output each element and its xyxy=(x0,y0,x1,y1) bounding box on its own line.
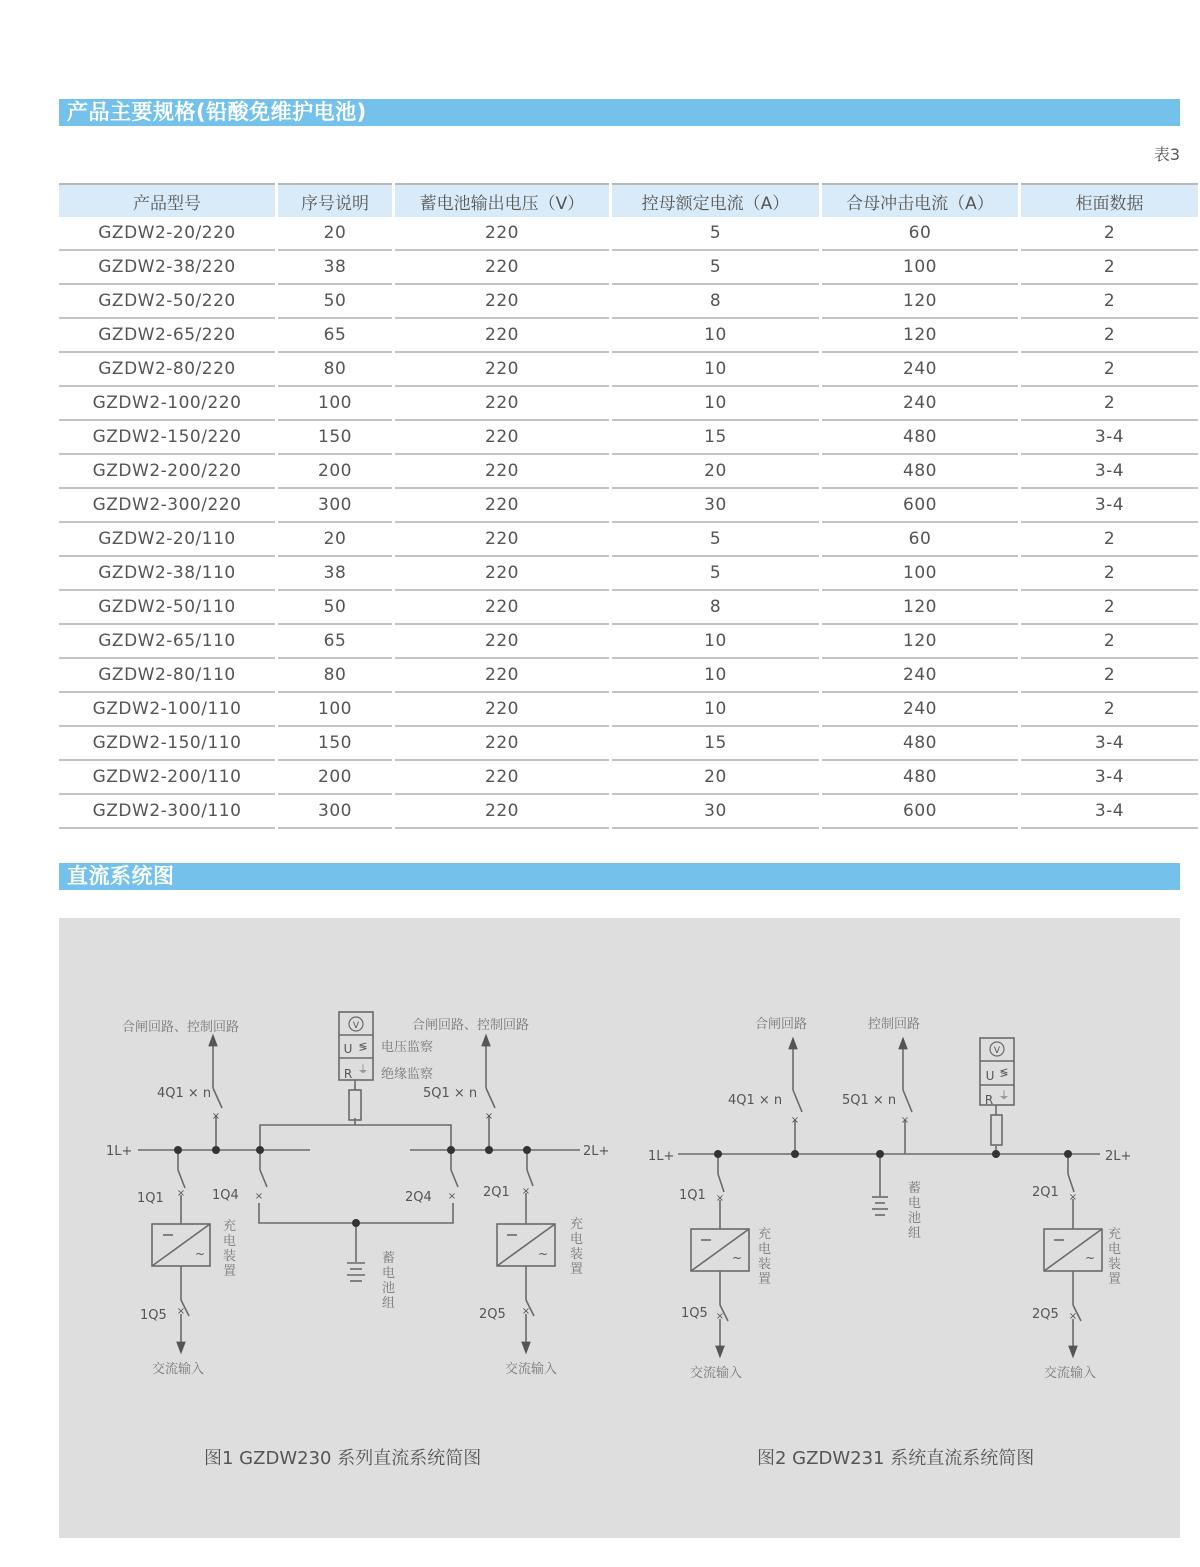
breaker-mark: × xyxy=(715,1193,725,1204)
breaker-mark: × xyxy=(900,1115,910,1126)
breaker-mark: × xyxy=(176,1306,186,1317)
compare-icon: ≶ xyxy=(999,1066,1009,1079)
table-cell: 2 xyxy=(1021,625,1198,659)
battery-label: 蓄电池组 xyxy=(382,1251,396,1311)
table-cell: 100 xyxy=(278,387,392,421)
ac-input-right-label: 交流输入 xyxy=(505,1362,558,1377)
table-cell: 10 xyxy=(612,625,819,659)
switch-5q1 xyxy=(486,1088,495,1108)
table-cell: 220 xyxy=(395,761,609,795)
charger-left xyxy=(691,1229,749,1271)
table-cell: 220 xyxy=(395,387,609,421)
monitor-feed xyxy=(260,1125,451,1150)
switch-1q1 xyxy=(718,1174,724,1192)
table-cell: 3-4 xyxy=(1021,489,1198,523)
charger-right-label: 充电装置 xyxy=(570,1217,584,1277)
ground-sign-icon: ⏚ xyxy=(998,1089,1010,1102)
sw-2q5-label: 2Q5 xyxy=(479,1307,506,1322)
breaker-mark: × xyxy=(447,1191,457,1202)
table-number-label: 表3 xyxy=(1153,145,1180,164)
table-cell: 3-4 xyxy=(1021,727,1198,761)
table-cell: 65 xyxy=(278,319,392,353)
table-cell: 50 xyxy=(278,285,392,319)
switch-4q1-label: 4Q1 × n xyxy=(728,1093,783,1108)
table-cell: 220 xyxy=(395,523,609,557)
sw-2q1-label: 2Q1 xyxy=(483,1185,510,1200)
table-cell: GZDW2-65/220 xyxy=(59,319,275,353)
table-cell: 240 xyxy=(822,659,1018,693)
breaker-mark: × xyxy=(521,1186,531,1197)
sw-1q5-label: 1Q5 xyxy=(681,1306,708,1321)
table-cell: 20 xyxy=(278,523,392,557)
switch-5q1 xyxy=(903,1090,912,1112)
table-cell: GZDW2-50/110 xyxy=(59,591,275,625)
table-cell: 220 xyxy=(395,591,609,625)
table-cell: 220 xyxy=(395,353,609,387)
sw-2q4-label: 2Q4 xyxy=(405,1190,432,1205)
table-cell: 10 xyxy=(612,387,819,421)
table-cell: 480 xyxy=(822,727,1018,761)
table-cell: GZDW2-300/110 xyxy=(59,795,275,829)
table-cell: 150 xyxy=(278,421,392,455)
table-cell: GZDW2-80/220 xyxy=(59,353,275,387)
bus-1l-label: 1L+ xyxy=(106,1144,133,1159)
charger-left-label: 充电装置 xyxy=(223,1219,237,1279)
table-cell: 220 xyxy=(395,693,609,727)
table-cell: GZDW2-100/220 xyxy=(59,387,275,421)
table-cell: 200 xyxy=(278,455,392,489)
table-cell: 60 xyxy=(822,217,1018,251)
battery-icon xyxy=(347,1263,365,1281)
section-title: 产品主要规格(铅酸免维护电池) xyxy=(67,100,367,124)
breaker-mark: × xyxy=(715,1311,725,1322)
switch-4q1 xyxy=(793,1090,802,1112)
table-cell: 5 xyxy=(612,557,819,591)
table-cell: 100 xyxy=(822,251,1018,285)
load-right-label: 合闸回路、控制回路 xyxy=(412,1018,530,1033)
breaker-mark: × xyxy=(790,1115,800,1126)
load-control-label: 控制回路 xyxy=(868,1017,921,1032)
table-cell: 15 xyxy=(612,421,819,455)
table-cell: 100 xyxy=(822,557,1018,591)
switch-4q1 xyxy=(213,1088,222,1108)
figure-2-caption: 图2 GZDW231 系统直流系统简图 xyxy=(757,1448,1035,1469)
table-cell: 120 xyxy=(822,591,1018,625)
table-cell: 2 xyxy=(1021,387,1198,421)
svg-text:~: ~ xyxy=(195,1247,206,1261)
table-cell: GZDW2-100/110 xyxy=(59,693,275,727)
figure-1-caption: 图1 GZDW230 系列直流系统简图 xyxy=(204,1448,482,1469)
bus-2l-label: 2L+ xyxy=(1105,1149,1132,1164)
table-cell: GZDW2-300/220 xyxy=(59,489,275,523)
table-cell: 220 xyxy=(395,251,609,285)
table-cell: 120 xyxy=(822,285,1018,319)
table-cell: 3-4 xyxy=(1021,421,1198,455)
table-cell: 240 xyxy=(822,693,1018,727)
table-cell: 100 xyxy=(278,693,392,727)
table-cell: 150 xyxy=(278,727,392,761)
svg-text:~: ~ xyxy=(1085,1251,1096,1265)
table-cell: 3-4 xyxy=(1021,761,1198,795)
table-cell: GZDW2-20/220 xyxy=(59,217,275,251)
switch-4q1-label: 4Q1 × n xyxy=(157,1086,212,1101)
table-cell: 480 xyxy=(822,761,1018,795)
table-cell: 10 xyxy=(612,319,819,353)
sw-1q1-label: 1Q1 xyxy=(679,1188,706,1203)
charger-left-label: 充电装置 xyxy=(758,1227,772,1287)
table-cell: 80 xyxy=(278,659,392,693)
table-cell: 220 xyxy=(395,421,609,455)
bus-2l-label: 2L+ xyxy=(583,1144,610,1159)
table-cell: 5 xyxy=(612,251,819,285)
sw-2q1-label: 2Q1 xyxy=(1032,1185,1059,1200)
column-header: 蓄电池输出电压（V） xyxy=(395,183,609,217)
junction-dots xyxy=(174,1146,531,1227)
table-cell: 20 xyxy=(612,455,819,489)
table-cell: 240 xyxy=(822,353,1018,387)
table-cell: 50 xyxy=(278,591,392,625)
breaker-mark: × xyxy=(176,1188,186,1199)
table-cell: 200 xyxy=(278,761,392,795)
table-cell: 480 xyxy=(822,455,1018,489)
table-cell: 220 xyxy=(395,455,609,489)
load-close-label: 合闸回路 xyxy=(755,1017,808,1032)
table-cell: 3-4 xyxy=(1021,455,1198,489)
monitor-u-label: U xyxy=(343,1042,353,1056)
table-cell: 220 xyxy=(395,285,609,319)
table-cell: GZDW2-80/110 xyxy=(59,659,275,693)
table-cell: 2 xyxy=(1021,353,1198,387)
table-cell: 10 xyxy=(612,353,819,387)
ac-input-right-label: 交流输入 xyxy=(1044,1366,1097,1381)
column-header: 柜面数据 xyxy=(1021,183,1198,217)
svg-text:~: ~ xyxy=(732,1251,743,1265)
table-cell: 38 xyxy=(278,557,392,591)
switch-2q1 xyxy=(527,1170,533,1186)
fuse xyxy=(349,1090,361,1120)
voltage-monitor-label: 电压监察 xyxy=(381,1040,434,1055)
breaker-mark: × xyxy=(211,1111,221,1122)
table-cell: 220 xyxy=(395,659,609,693)
charger-right-label: 充电装置 xyxy=(1108,1227,1122,1287)
switch-2q4 xyxy=(451,1170,458,1187)
sw-1q5-label: 1Q5 xyxy=(140,1308,167,1323)
switch-1q1 xyxy=(178,1170,185,1188)
table-cell: 80 xyxy=(278,353,392,387)
table-cell: 5 xyxy=(612,523,819,557)
bus-1l-label: 1L+ xyxy=(648,1149,675,1164)
column-header: 合母冲击电流（A） xyxy=(822,183,1018,217)
switch-2q1 xyxy=(1068,1174,1074,1192)
table-cell: 300 xyxy=(278,795,392,829)
table-cell: 8 xyxy=(612,285,819,319)
table-cell: 120 xyxy=(822,319,1018,353)
table-cell: 60 xyxy=(822,523,1018,557)
diagram-1 xyxy=(106,1012,609,1377)
table-cell: 2 xyxy=(1021,285,1198,319)
battery-icon xyxy=(872,1197,888,1215)
sw-2q5-label: 2Q5 xyxy=(1032,1307,1059,1322)
monitor-r-label: R xyxy=(343,1067,353,1081)
table-cell: 2 xyxy=(1021,319,1198,353)
insulation-monitor-label: 绝缘监察 xyxy=(381,1067,434,1082)
table-cell: 220 xyxy=(395,217,609,251)
sw-1q1-label: 1Q1 xyxy=(137,1191,164,1206)
switch-5q1-label: 5Q1 × n xyxy=(842,1093,897,1108)
table-cell: 3-4 xyxy=(1021,795,1198,829)
table-cell: GZDW2-150/220 xyxy=(59,421,275,455)
ground-sign-icon: ⏚ xyxy=(357,1063,369,1076)
table-cell: 65 xyxy=(278,625,392,659)
fuse xyxy=(991,1115,1002,1145)
table-cell: 38 xyxy=(278,251,392,285)
breaker-mark: × xyxy=(521,1306,531,1317)
table-cell: GZDW2-50/220 xyxy=(59,285,275,319)
svg-text:~: ~ xyxy=(538,1247,549,1261)
ac-input-left-label: 交流输入 xyxy=(152,1362,205,1377)
table-cell: 15 xyxy=(612,727,819,761)
table-cell: 10 xyxy=(612,659,819,693)
table-cell: 5 xyxy=(612,217,819,251)
battery-label: 蓄电池组 xyxy=(908,1181,922,1241)
monitor-v-label: V xyxy=(352,1021,360,1031)
table-cell: 600 xyxy=(822,489,1018,523)
table-cell: 2 xyxy=(1021,217,1198,251)
table-cell: 2 xyxy=(1021,251,1198,285)
table-cell: GZDW2-150/110 xyxy=(59,727,275,761)
switch-1q4 xyxy=(260,1170,267,1187)
table-cell: 2 xyxy=(1021,591,1198,625)
table-cell: GZDW2-200/110 xyxy=(59,761,275,795)
table-cell: 220 xyxy=(395,319,609,353)
table-cell: 2 xyxy=(1021,659,1198,693)
monitor-u-label: U xyxy=(985,1069,995,1083)
table-cell: 240 xyxy=(822,387,1018,421)
table-cell: 10 xyxy=(612,693,819,727)
compare-icon: ≶ xyxy=(358,1040,368,1053)
column-header: 控母额定电流（A） xyxy=(612,183,819,217)
table-cell: 20 xyxy=(278,217,392,251)
table-cell: GZDW2-200/220 xyxy=(59,455,275,489)
table-cell: 600 xyxy=(822,795,1018,829)
breaker-mark: × xyxy=(1068,1192,1078,1203)
monitor-r-label: R xyxy=(984,1093,994,1107)
table-cell: 30 xyxy=(612,489,819,523)
table-cell: GZDW2-38/110 xyxy=(59,557,275,591)
load-left-label: 合闸回路、控制回路 xyxy=(122,1020,240,1035)
switch-5q1-label: 5Q1 × n xyxy=(423,1086,478,1101)
sw-1q4-label: 1Q4 xyxy=(212,1188,239,1203)
breaker-mark: × xyxy=(1068,1311,1078,1322)
table-cell: 2 xyxy=(1021,693,1198,727)
table-cell: 300 xyxy=(278,489,392,523)
table-cell: 220 xyxy=(395,557,609,591)
charger-right xyxy=(1044,1229,1102,1271)
monitor-v-label: V xyxy=(993,1046,1001,1056)
table-cell: 220 xyxy=(395,489,609,523)
table-cell: 120 xyxy=(822,625,1018,659)
table-cell: 220 xyxy=(395,727,609,761)
table-cell: 480 xyxy=(822,421,1018,455)
table-cell: 30 xyxy=(612,795,819,829)
table-cell: 220 xyxy=(395,625,609,659)
table-cell: 2 xyxy=(1021,523,1198,557)
table-cell: 8 xyxy=(612,591,819,625)
charger-left xyxy=(152,1224,210,1266)
breaker-mark: × xyxy=(484,1111,494,1122)
column-header: 序号说明 xyxy=(278,183,392,217)
section-title: 直流系统图 xyxy=(67,864,175,888)
diagram-2 xyxy=(648,1016,1131,1381)
charger-right xyxy=(497,1224,555,1266)
table-cell: 220 xyxy=(395,795,609,829)
ac-input-left-label: 交流输入 xyxy=(690,1366,743,1381)
table-cell: GZDW2-65/110 xyxy=(59,625,275,659)
table-cell: GZDW2-20/110 xyxy=(59,523,275,557)
table-cell: GZDW2-38/220 xyxy=(59,251,275,285)
column-header: 产品型号 xyxy=(59,183,275,217)
breaker-mark: × xyxy=(254,1191,264,1202)
table-cell: 20 xyxy=(612,761,819,795)
table-cell: 2 xyxy=(1021,557,1198,591)
